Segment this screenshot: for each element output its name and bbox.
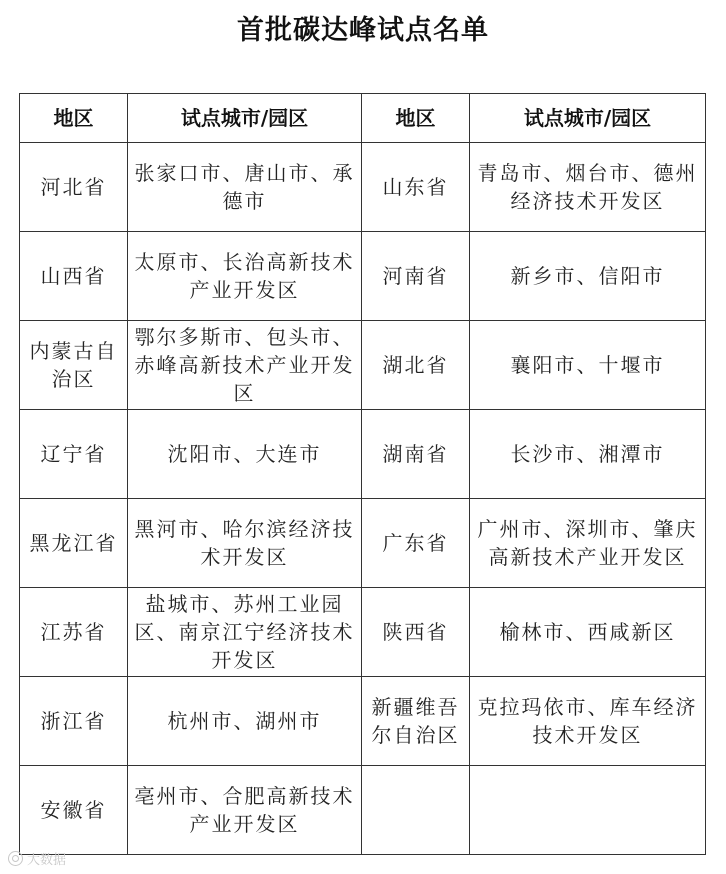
watermark	[8, 849, 66, 868]
header-region-left: 地区	[20, 94, 128, 143]
region-cell: 新疆维吾尔自治区	[362, 677, 470, 766]
region-cell: 河南省	[362, 232, 470, 321]
watermark-text: 大数据	[27, 853, 67, 868]
city-cell: 青岛市、烟台市、德州经济技术开发区	[470, 143, 706, 232]
city-cell: 鄂尔多斯市、包头市、赤峰高新技术产业开发区	[128, 321, 362, 410]
table-header-row	[20, 94, 706, 143]
region-cell: 辽宁省	[20, 410, 128, 499]
city-cell: 太原市、长治高新技术产业开发区	[128, 232, 362, 321]
city-cell: 襄阳市、十堰市	[470, 321, 706, 410]
city-cell: 长沙市、湘潭市	[470, 410, 706, 499]
table-row	[20, 588, 706, 677]
city-cell: 榆林市、西咸新区	[470, 588, 706, 677]
table-row	[20, 677, 706, 766]
header-city-right: 试点城市/园区	[470, 94, 706, 143]
city-cell: 沈阳市、大连市	[128, 410, 362, 499]
header-region-right: 地区	[362, 94, 470, 143]
region-cell: 河北省	[20, 143, 128, 232]
city-cell: 黑河市、哈尔滨经济技术开发区	[128, 499, 362, 588]
table-row	[20, 766, 706, 855]
city-cell: 克拉玛依市、库车经济技术开发区	[470, 677, 706, 766]
table-row	[20, 143, 706, 232]
region-cell: 山东省	[362, 143, 470, 232]
page-title: 首批碳达峰试点名单	[237, 15, 489, 46]
region-cell: 湖北省	[362, 321, 470, 410]
table-row	[20, 410, 706, 499]
region-cell: 广东省	[362, 499, 470, 588]
city-cell: 张家口市、唐山市、承德市	[128, 143, 362, 232]
camera-icon	[8, 851, 23, 866]
region-cell: 山西省	[20, 232, 128, 321]
city-cell: 亳州市、合肥高新技术产业开发区	[128, 766, 362, 855]
region-cell: 湖南省	[362, 410, 470, 499]
region-cell: 内蒙古自治区	[20, 321, 128, 410]
city-cell: 广州市、深圳市、肇庆高新技术产业开发区	[470, 499, 706, 588]
city-cell: 杭州市、湖州市	[128, 677, 362, 766]
city-cell	[470, 766, 706, 855]
region-cell	[362, 766, 470, 855]
region-cell: 江苏省	[20, 588, 128, 677]
city-cell: 盐城市、苏州工业园区、南京江宁经济技术开发区	[128, 588, 362, 677]
region-cell: 黑龙江省	[20, 499, 128, 588]
table-row	[20, 499, 706, 588]
city-cell: 新乡市、信阳市	[470, 232, 706, 321]
table-row	[20, 232, 706, 321]
region-cell: 安徽省	[20, 766, 128, 855]
region-cell: 浙江省	[20, 677, 128, 766]
header-city-left: 试点城市/园区	[128, 94, 362, 143]
pilot-list-table	[19, 93, 706, 855]
region-cell: 陕西省	[362, 588, 470, 677]
table-row	[20, 321, 706, 410]
